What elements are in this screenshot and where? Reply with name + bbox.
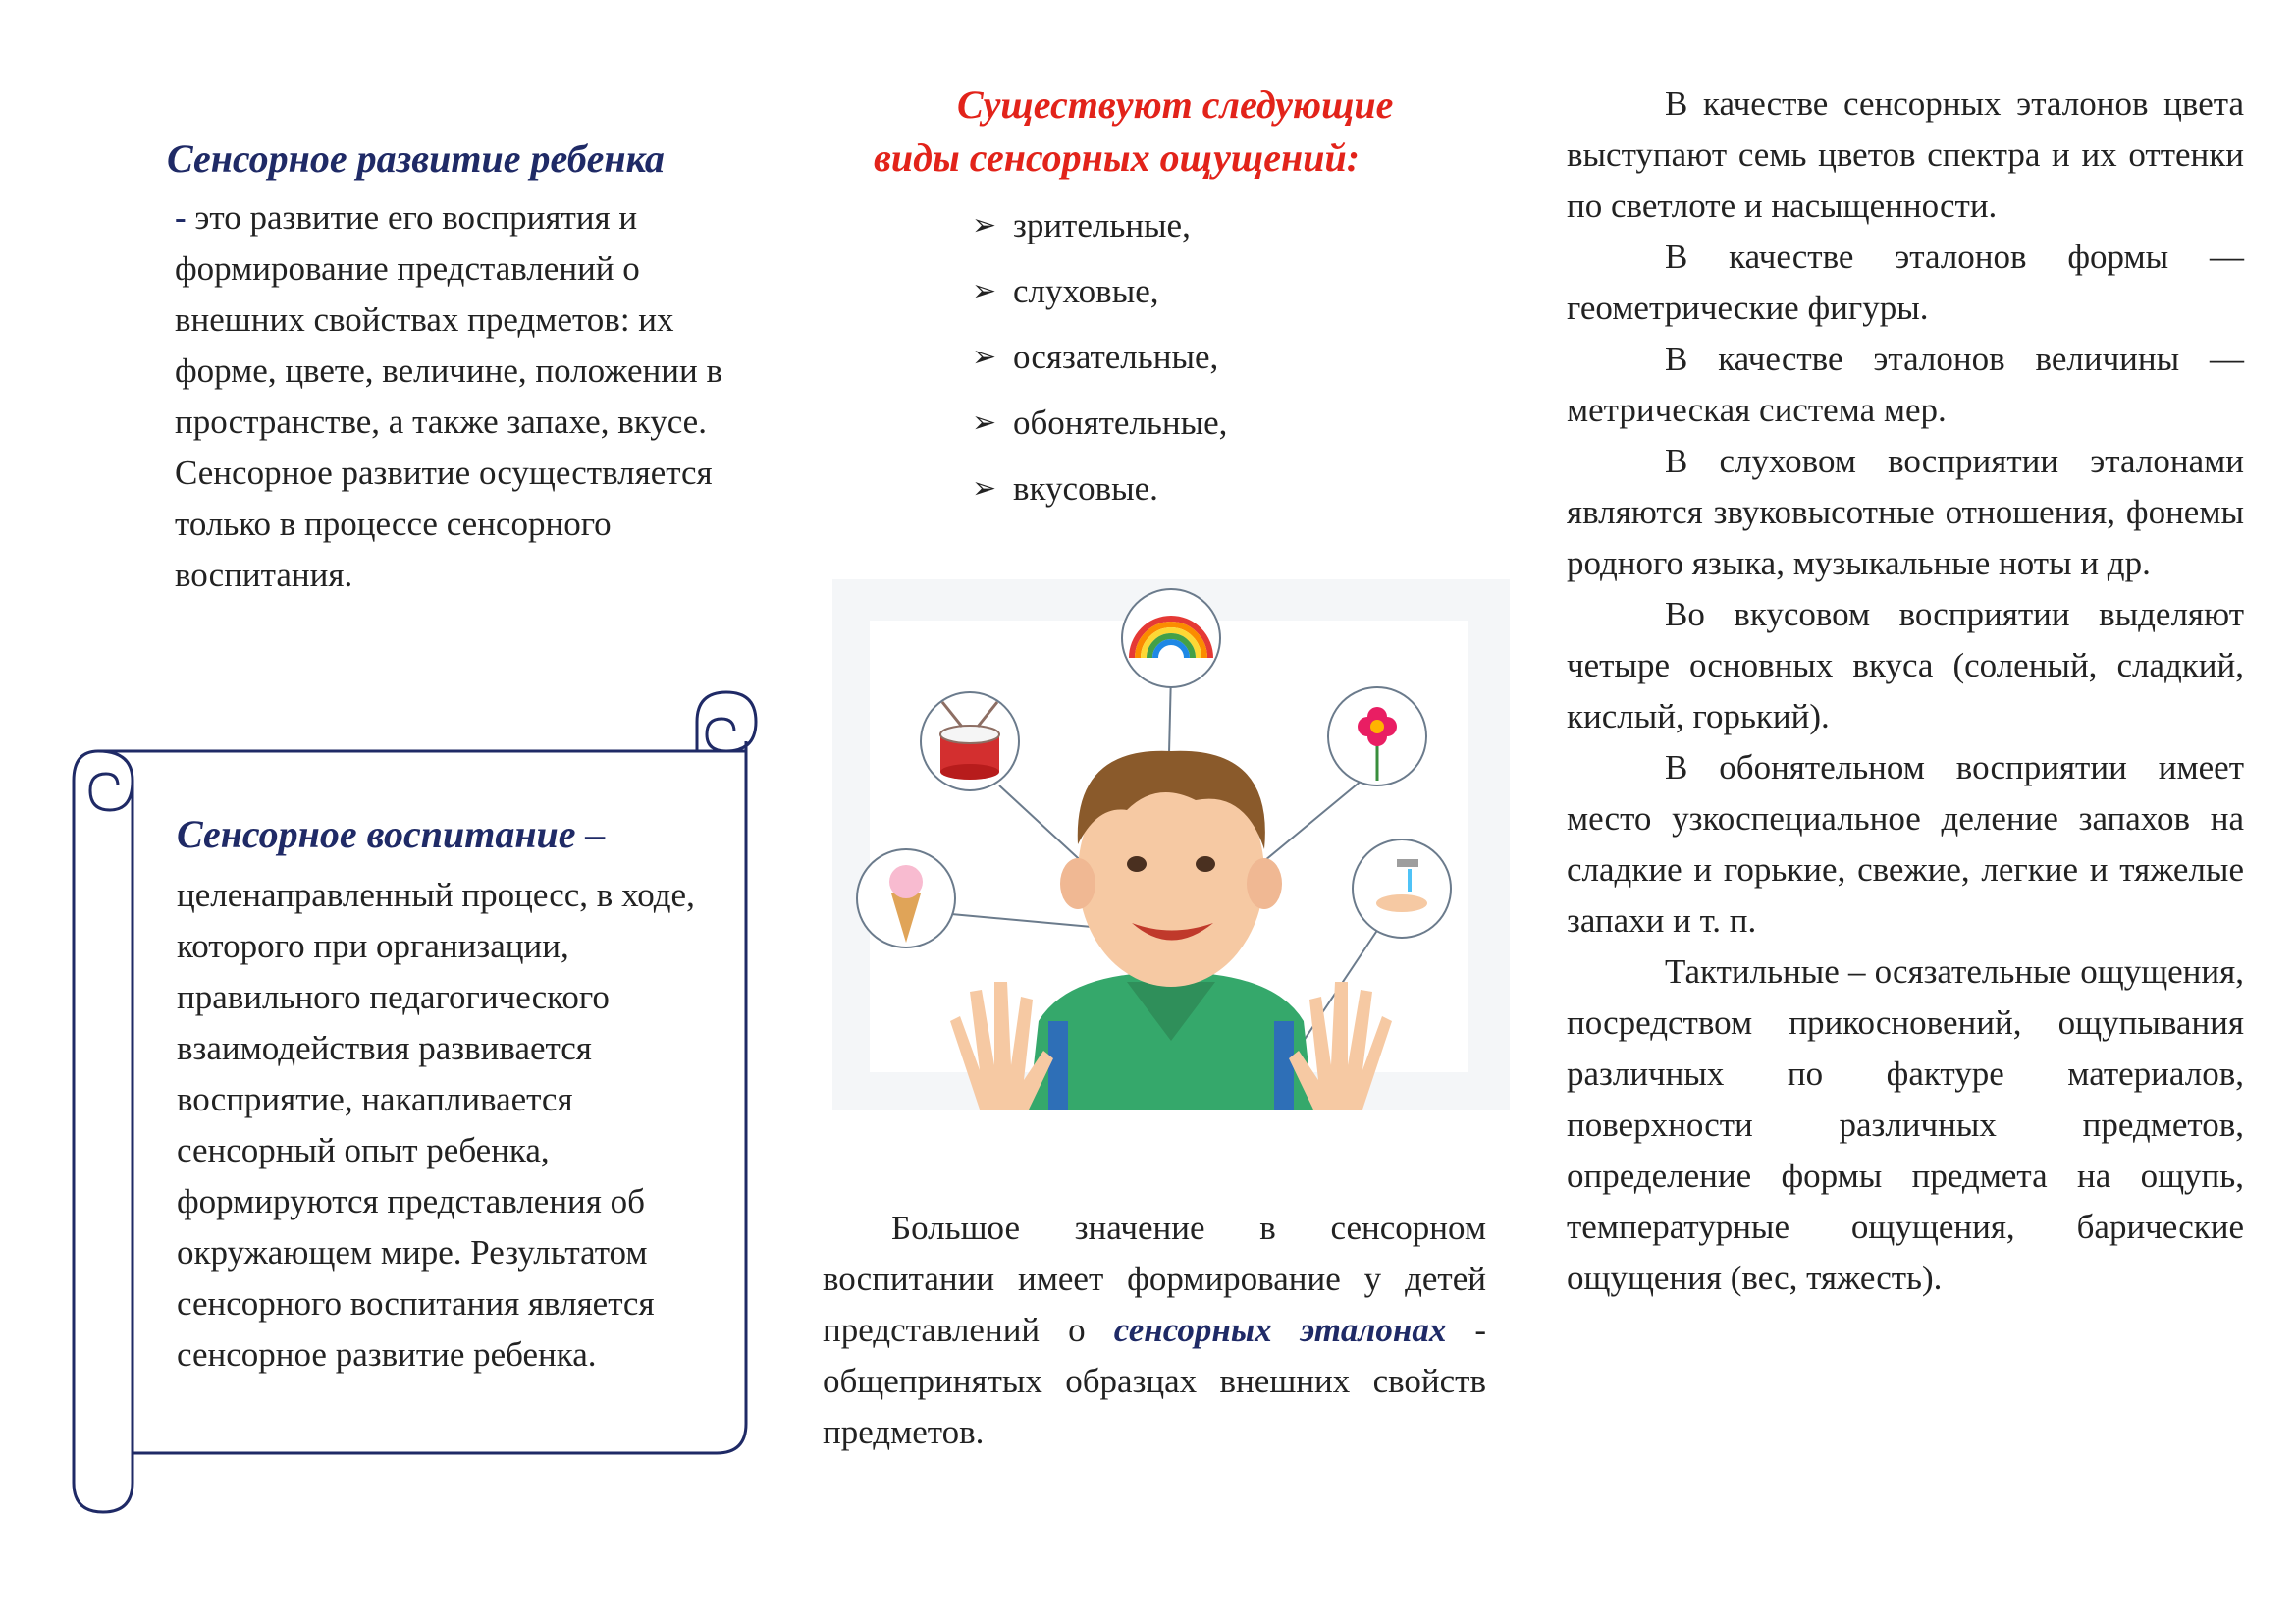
drum-icon <box>921 692 1019 790</box>
arrow-bullet-icon: ➢ <box>972 340 997 373</box>
sensory-education-definition: целенаправленный процесс, в ходе, которого при организации, правильного педагогического взаимодействия развивается восприятие, накапливается сенсорный опыт ребенка, формируются представления об окружающем мире. Результатом сенсорного воспитания является сенсорное развитие ребенка. <box>177 876 695 1374</box>
sensory-development-heading: Сенсорное развитие ребенка <box>167 136 665 181</box>
hand-washing-icon <box>1353 839 1451 938</box>
sensation-types-heading-line2: виды сенсорных ощущений: <box>874 135 1361 180</box>
sense-label: зрительные, <box>1013 205 1191 244</box>
list-item <box>972 456 1227 521</box>
sense-label: обонятельные, <box>1013 403 1228 442</box>
sense-label: осязательные, <box>1013 337 1219 376</box>
standards-paragraph: Тактильные – осязательные ощущения, посредством прикосновений, ощупывания различных по фактуре материалов, поверхности различных предметов, определение формы предмета на ощупь, температурные ощущения, барические ощущения (вес, тяжесть). <box>1567 952 2244 1297</box>
arrow-bullet-icon: ➢ <box>972 471 997 505</box>
list-item <box>972 390 1227 456</box>
list-item <box>972 258 1227 324</box>
standards-paragraph: В обонятельном восприятии имеет место узкоспециальное деление запахов на сладкие и горькие, свежие, легкие и тяжелые запахи и т. п. <box>1567 748 2244 940</box>
list-item <box>972 324 1227 390</box>
sensation-types-heading <box>874 79 1463 185</box>
sense-label: вкусовые. <box>1013 468 1158 508</box>
arrow-bullet-icon: ➢ <box>972 208 997 242</box>
sensation-types-heading-line1: Существуют следующие <box>957 82 1394 127</box>
definition-dash: - <box>175 198 187 237</box>
standards-paragraph: В слуховом восприятии эталонами являются звуковысотные отношения, фонемы родного языка, музыкальные ноты и др. <box>1567 442 2244 582</box>
standards-paragraph: В качестве эталонов формы — геометрические фигуры. <box>1567 238 2244 327</box>
list-item <box>972 192 1227 258</box>
definition-text: это развитие его восприятия и формирование представлений о внешних свойствах предметов: их форме, цвете, величине, положении в пространстве, а также запахе, вкусе. Сенсорное развитие осуществляется только в процессе сенсорного воспитания. <box>175 198 722 594</box>
standards-paragraph: В качестве эталонов величины — метрическая система мер. <box>1567 340 2244 429</box>
sensory-standards-paragraph <box>823 1203 1486 1458</box>
flower-icon <box>1328 687 1426 785</box>
ice-cream-icon <box>857 849 955 947</box>
arrow-bullet-icon: ➢ <box>972 406 997 439</box>
arrow-bullet-icon: ➢ <box>972 274 997 307</box>
sensory-development-definition <box>175 192 744 601</box>
sense-label: слуховые, <box>1013 271 1159 310</box>
rainbow-icon <box>1122 589 1220 687</box>
sensory-standards-term: сенсорных эталонах <box>1113 1311 1447 1349</box>
standards-paragraph: В качестве сенсорных эталонов цвета выступают семь цветов спектра и их оттенки по светлоте и насыщенности. <box>1567 84 2244 225</box>
paragraph-text-after: - общепринятых образцах внешних свойств предметов. <box>823 1311 1486 1451</box>
child-senses-illustration <box>832 579 1510 1110</box>
paragraph-text-before: Большое значение в сенсорном воспитании имеет формирование у детей представлений о <box>823 1209 1486 1349</box>
sensory-standards-details <box>1567 79 2244 1304</box>
standards-paragraph: Во вкусовом восприятии выделяют четыре основных вкуса (соленый, сладкий, кислый, горький). <box>1567 595 2244 735</box>
sensation-types-list <box>972 192 1227 521</box>
sensory-education-heading <box>177 811 606 857</box>
sensory-education-dash: – <box>575 812 606 856</box>
sensory-education-title: Сенсорное воспитание <box>177 812 576 856</box>
